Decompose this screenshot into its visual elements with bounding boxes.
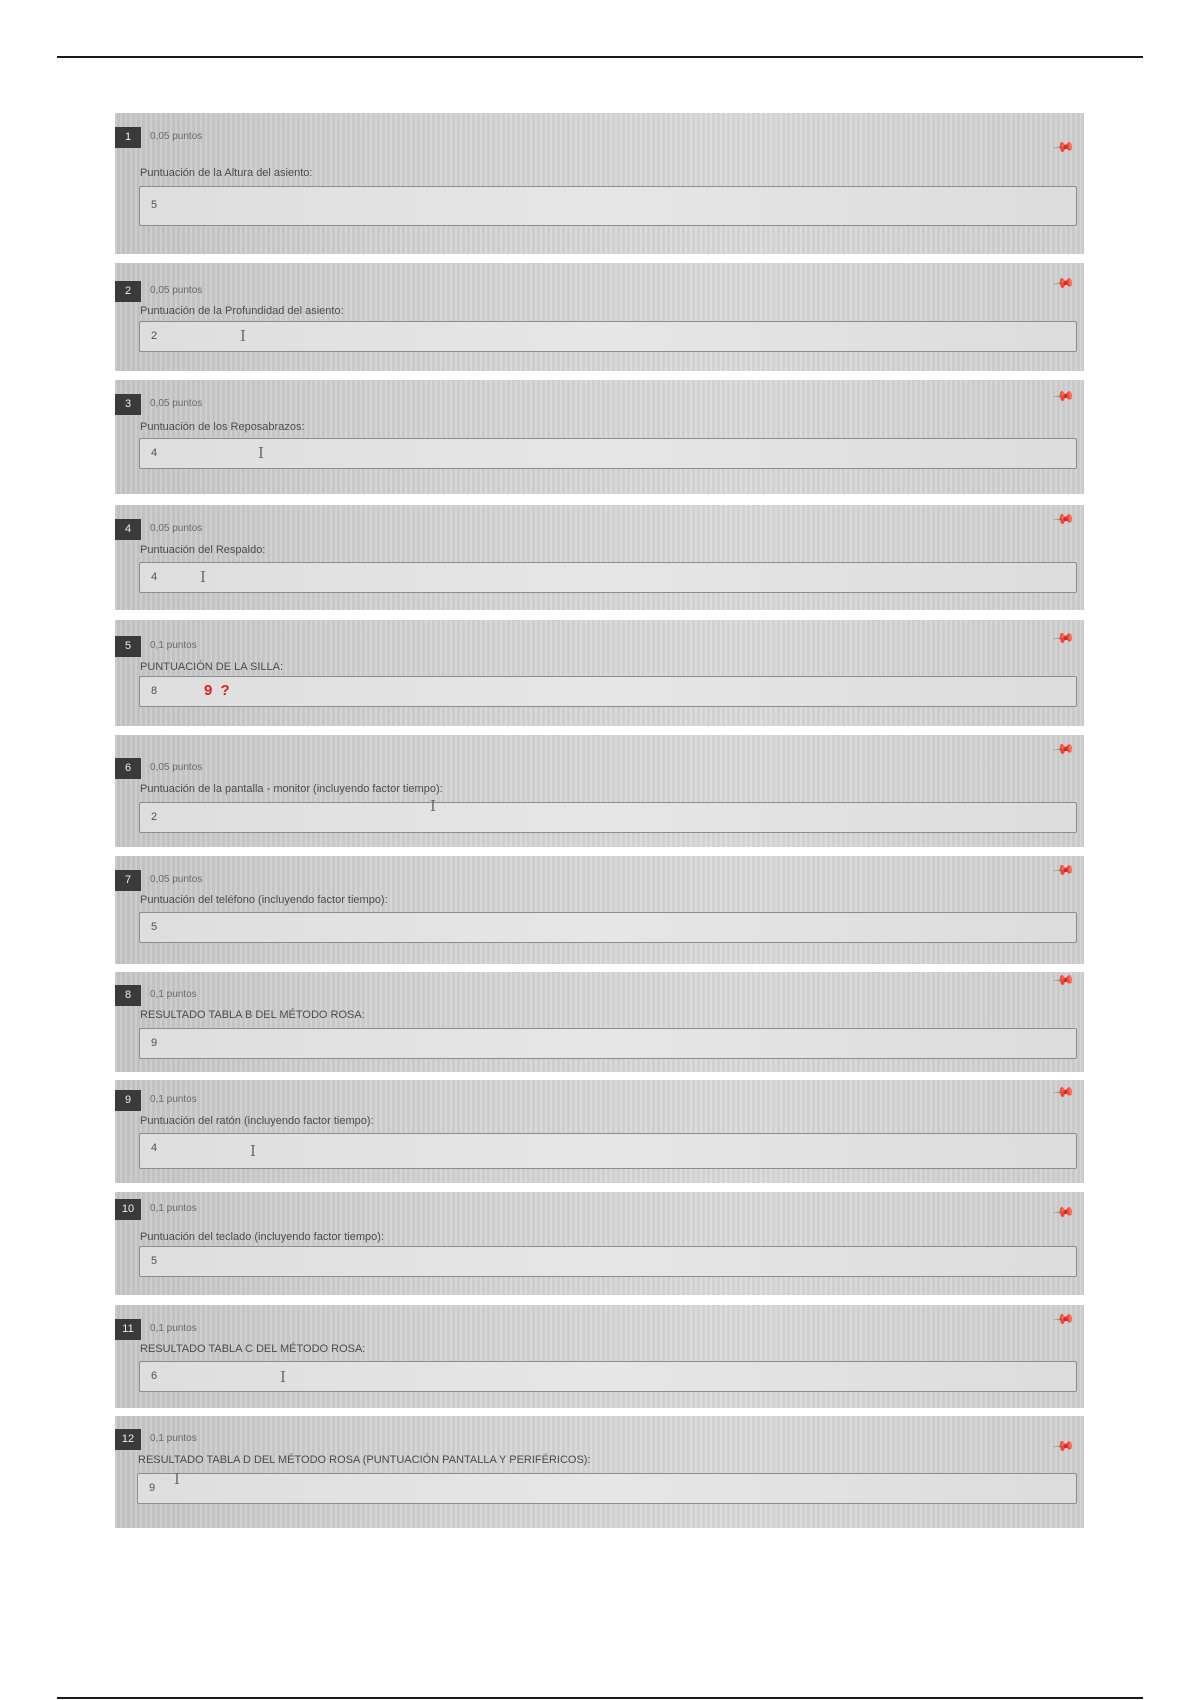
pin-icon[interactable]: 📌	[1051, 507, 1076, 531]
answer-field[interactable]	[139, 1246, 1077, 1277]
answer-value: 5	[151, 199, 158, 211]
text-cursor-icon: I	[200, 568, 206, 586]
question-label: Puntuación de la pantalla - monitor (incluyendo factor tiempo):	[140, 783, 443, 795]
answer-field[interactable]	[139, 438, 1077, 469]
question-label: Puntuación del teléfono (incluyendo factor tiempo):	[140, 894, 388, 906]
question-points: 0,1 puntos	[150, 1094, 197, 1105]
answer-value: 6	[151, 1370, 158, 1382]
bottom-rule	[57, 1697, 1143, 1699]
question-points: 0,1 puntos	[150, 1323, 197, 1334]
answer-field[interactable]	[139, 562, 1077, 593]
question-points: 0,05 puntos	[150, 762, 203, 773]
question-label: Puntuación de la Altura del asiento:	[140, 167, 313, 179]
pin-icon[interactable]: 📌	[1051, 737, 1076, 761]
question-label: Puntuación de los Reposabrazos:	[140, 421, 305, 433]
answer-field[interactable]	[139, 321, 1077, 352]
question-number: 7	[115, 870, 141, 891]
question-number: 4	[115, 519, 141, 540]
pin-icon[interactable]: 📌	[1051, 1080, 1076, 1104]
question-number: 3	[115, 394, 141, 415]
question-points: 0,1 puntos	[150, 1433, 197, 1444]
question-points: 0,05 puntos	[150, 523, 203, 534]
answer-value: 8	[151, 685, 158, 697]
question-label: RESULTADO TABLA C DEL MÉTODO ROSA:	[140, 1343, 366, 1355]
question-points: 0,05 puntos	[150, 131, 203, 142]
question-card-4	[115, 505, 1084, 610]
answer-field[interactable]	[139, 186, 1077, 226]
question-points: 0,05 puntos	[150, 398, 203, 409]
question-card-7	[115, 856, 1084, 964]
question-card-8	[115, 968, 1084, 1072]
question-card-10	[115, 1192, 1084, 1295]
question-number: 8	[115, 985, 141, 1006]
answer-field[interactable]	[139, 1028, 1077, 1059]
question-card-5	[115, 620, 1084, 726]
question-number: 9	[115, 1090, 141, 1111]
pin-icon[interactable]: 📌	[1051, 1307, 1076, 1331]
question-points: 0,1 puntos	[150, 1203, 197, 1214]
pin-icon[interactable]: 📌	[1051, 1434, 1076, 1458]
text-cursor-icon: I	[280, 1368, 286, 1386]
question-number: 10	[115, 1199, 141, 1220]
pin-icon[interactable]: 📌	[1051, 384, 1076, 408]
pin-icon[interactable]: 📌	[1051, 271, 1076, 295]
answer-value: 4	[151, 1142, 158, 1154]
answer-field[interactable]	[137, 1470, 1077, 1504]
pin-icon[interactable]: 📌	[1051, 858, 1076, 882]
answer-value: 9	[151, 1037, 158, 1049]
question-points: 0,05 puntos	[150, 285, 203, 296]
pin-icon[interactable]: 📌	[1051, 135, 1076, 159]
question-points: 0,05 puntos	[150, 874, 203, 885]
text-cursor-icon: I	[250, 1142, 256, 1160]
question-card-11	[115, 1305, 1084, 1408]
answer-field[interactable]	[139, 1133, 1077, 1169]
question-label: RESULTADO TABLA B DEL MÉTODO ROSA:	[140, 1009, 365, 1021]
pin-icon[interactable]: 📌	[1051, 1200, 1076, 1224]
answer-value: 4	[151, 571, 158, 583]
question-number: 6	[115, 758, 141, 779]
question-label: Puntuación de la Profundidad del asiento:	[140, 305, 344, 317]
answer-field[interactable]	[139, 676, 1077, 707]
text-cursor-icon: I	[240, 327, 246, 345]
question-label: Puntuación del Respaldo:	[140, 544, 266, 556]
handwritten-note: 9 ?	[204, 682, 232, 699]
answer-field[interactable]	[139, 912, 1077, 943]
question-number: 12	[115, 1429, 141, 1450]
question-label: Puntuación del teclado (incluyendo factor tiempo):	[140, 1231, 384, 1243]
answer-field[interactable]	[139, 797, 1077, 833]
answer-value: 5	[151, 921, 158, 933]
question-number: 1	[115, 127, 141, 148]
question-label: Puntuación del ratón (incluyendo factor tiempo):	[140, 1115, 374, 1127]
answer-value: 2	[151, 330, 158, 342]
answer-value: 2	[151, 811, 158, 823]
question-label: PUNTUACIÓN DE LA SILLA:	[140, 661, 284, 673]
answer-field[interactable]	[139, 1361, 1077, 1392]
top-rule	[57, 56, 1143, 58]
answer-value: 5	[151, 1255, 158, 1267]
question-card-1	[115, 113, 1084, 254]
question-card-2	[115, 263, 1084, 371]
text-cursor-icon: I	[430, 797, 436, 815]
question-card-9	[115, 1080, 1084, 1183]
question-card-12	[115, 1416, 1084, 1528]
text-cursor-icon: I	[174, 1470, 180, 1488]
question-number: 2	[115, 281, 141, 302]
question-card-6	[115, 735, 1084, 847]
question-number: 11	[115, 1319, 141, 1340]
question-label: RESULTADO TABLA D DEL MÉTODO ROSA (PUNTUACIÓN PANTALLA Y PERIFÉRICOS):	[138, 1454, 591, 1466]
pin-icon[interactable]: 📌	[1051, 968, 1076, 992]
question-card-3	[115, 380, 1084, 494]
answer-value: 4	[151, 447, 158, 459]
text-cursor-icon: I	[258, 444, 264, 462]
answer-value: 9	[149, 1482, 156, 1494]
question-points: 0,1 puntos	[150, 989, 197, 1000]
pin-icon[interactable]: 📌	[1051, 626, 1076, 650]
question-number: 5	[115, 636, 141, 657]
question-points: 0,1 puntos	[150, 640, 197, 651]
